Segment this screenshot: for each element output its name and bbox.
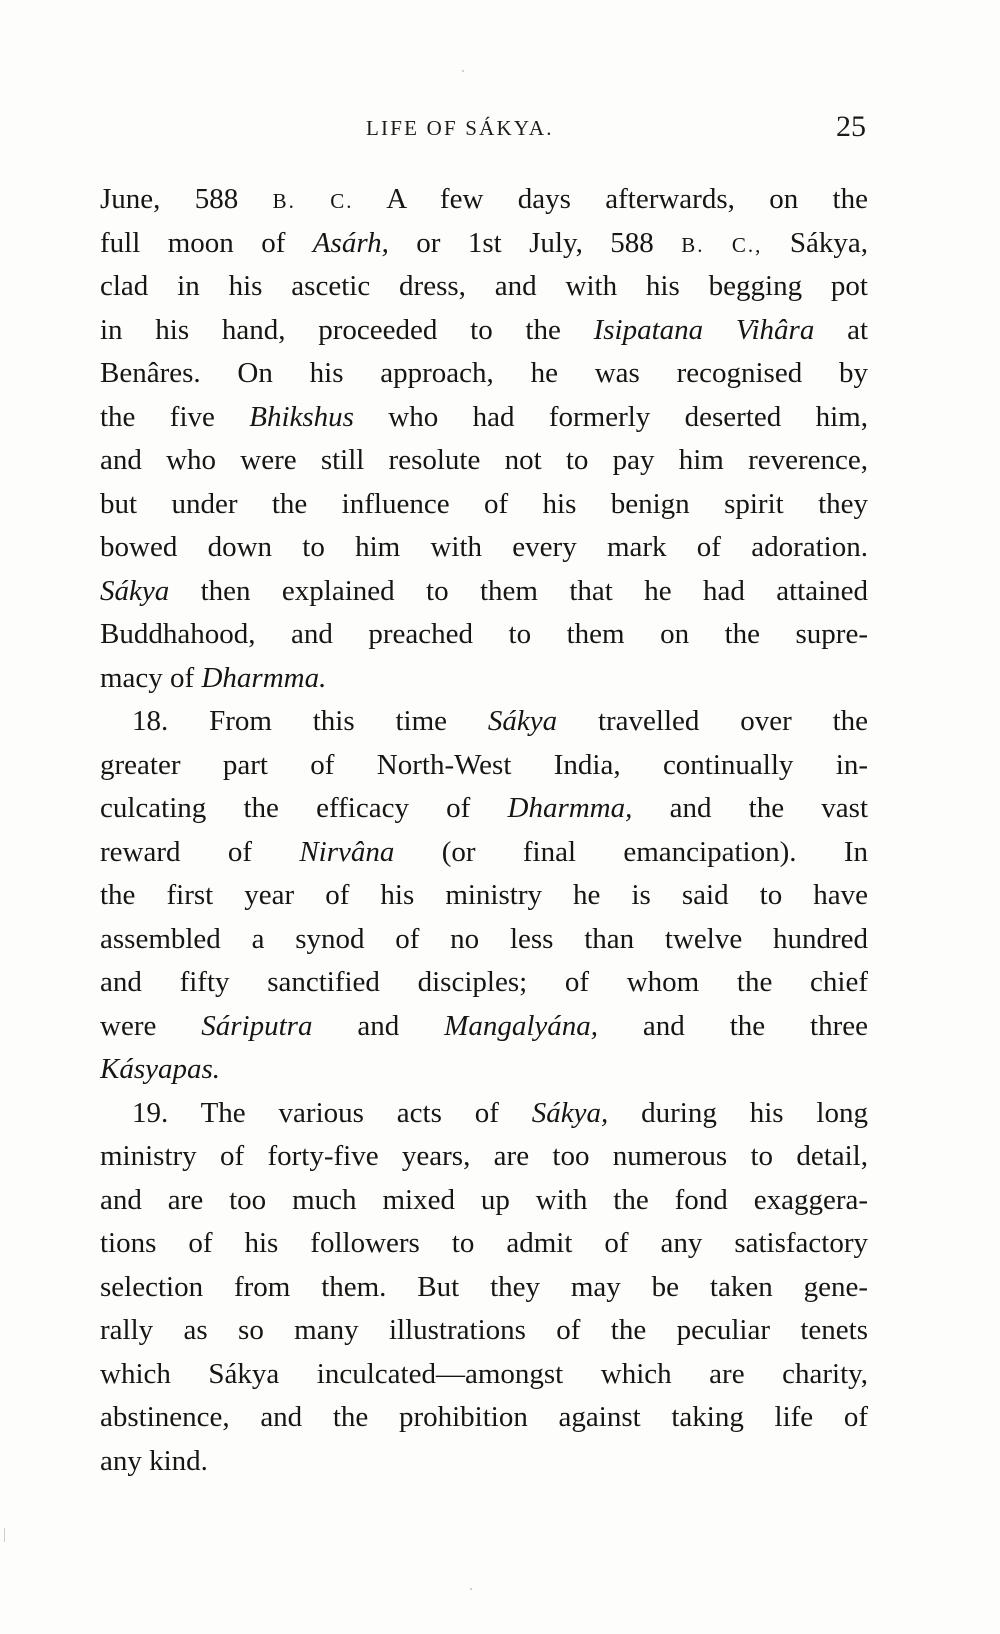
text-line <box>100 831 868 875</box>
text-line <box>100 1135 868 1179</box>
text-segment: during his long <box>608 1096 868 1129</box>
text-segment: which Sákya inculcated—amongst which are charity, <box>100 1357 868 1390</box>
italic-term: Sákya <box>100 574 170 607</box>
text-segment: assembled a synod of no less than twelve hundred <box>100 922 868 955</box>
text-line <box>100 396 868 440</box>
page-number: 25 <box>836 110 866 143</box>
text-line <box>100 570 868 614</box>
text-segment: full moon of <box>100 226 313 259</box>
text-line <box>100 1266 868 1310</box>
scan-speck <box>470 1588 472 1590</box>
text-line <box>100 439 868 483</box>
text-line <box>100 961 868 1005</box>
text-segment: A few days afterwards, on the <box>353 183 868 215</box>
text-line <box>100 352 868 396</box>
italic-term: Asárh, <box>312 226 389 259</box>
scan-speck <box>462 70 464 72</box>
text-segment: (or final emancipation). In <box>394 835 868 868</box>
italic-term: Isipatana Vihâra <box>593 313 815 346</box>
text-segment: but under the influence of his benign spirit they <box>100 487 868 520</box>
text-line <box>100 309 868 353</box>
text-line <box>100 222 868 266</box>
text-segment: then explained to them that he had attained <box>169 574 868 607</box>
italic-term: Sáriputra <box>201 1009 313 1042</box>
text-segment: and fifty sanctified disciples; of whom the chief <box>100 966 868 998</box>
text-segment: in his hand, proceeded to the <box>100 313 594 346</box>
text-segment: selection from them. But they may be taken gene- <box>100 1270 868 1303</box>
text-segment: any kind. <box>100 1444 208 1477</box>
text-line <box>100 787 868 831</box>
text-segment: reward of <box>100 835 300 868</box>
text-line <box>100 1353 868 1397</box>
text-segment: Buddhahood, and preached to them on the supre- <box>100 618 868 650</box>
text-segment: Sákya, <box>762 226 868 259</box>
text-line <box>100 1179 868 1223</box>
italic-term: Nirvâna <box>299 835 395 868</box>
text-line <box>100 265 868 309</box>
text-segment: who had formerly deserted him, <box>353 400 868 433</box>
text-line <box>100 1222 868 1266</box>
text-segment: were <box>100 1009 202 1042</box>
text-segment: or 1st July, 588 <box>388 226 682 259</box>
text-segment: and the three <box>598 1009 868 1042</box>
running-title: LIFE OF SÁKYA. <box>366 116 554 140</box>
text-line <box>100 744 868 788</box>
small-caps-text: B. C., <box>681 232 763 257</box>
italic-term: Dharmma, <box>507 792 633 824</box>
text-line <box>100 1048 868 1092</box>
text-segment: at <box>814 313 868 346</box>
italic-term: Kásyapas. <box>100 1053 221 1085</box>
small-caps-text: B. C. <box>272 189 354 213</box>
text-segment: the five <box>100 400 250 433</box>
text-line <box>100 613 868 657</box>
scan-edge-mark <box>4 1528 5 1542</box>
text-segment: and who were still resolute not to pay him reverence, <box>100 444 868 476</box>
text-segment: macy of <box>100 661 202 694</box>
text-line <box>100 526 868 570</box>
italic-term: Sákya <box>487 705 558 737</box>
text-line <box>100 178 868 222</box>
text-segment: and the vast <box>632 792 868 824</box>
text-line <box>100 1440 868 1484</box>
text-segment: ministry of forty-five years, are too numerous to detail, <box>100 1140 868 1172</box>
text-line <box>100 1005 868 1049</box>
text-segment: bowed down to him with every mark of adoration. <box>100 531 868 563</box>
text-line <box>100 700 868 744</box>
text-line <box>100 1396 868 1440</box>
text-segment: 19. The various acts of <box>132 1096 532 1129</box>
text-segment: tions of his followers to admit of any satisfactory <box>100 1227 868 1259</box>
text-line <box>100 918 868 962</box>
italic-term: Mangalyána, <box>444 1009 598 1042</box>
text-line <box>100 657 868 701</box>
text-segment: travelled over the <box>557 705 868 737</box>
text-segment: Benâres. On his approach, he was recognised by <box>100 357 868 389</box>
text-segment: abstinence, and the prohibition against taking life of <box>100 1401 868 1433</box>
body-text <box>100 178 868 1483</box>
text-segment: clad in his ascetic dress, and with his begging pot <box>100 270 868 302</box>
text-line <box>100 874 868 918</box>
text-segment: June, 588 <box>100 183 273 215</box>
text-line <box>100 483 868 527</box>
text-segment: rally as so many illustrations of the peculiar tenets <box>100 1314 868 1346</box>
text-segment: and are too much mixed up with the fond exaggera- <box>100 1183 868 1216</box>
text-line <box>100 1092 868 1136</box>
text-segment: and <box>312 1009 445 1042</box>
text-segment: greater part of North-West India, continually in- <box>100 748 868 781</box>
text-segment: the first year of his ministry he is said to have <box>100 879 868 911</box>
italic-term: Bhikshus <box>249 400 354 433</box>
text-segment: culcating the efficacy of <box>100 792 508 824</box>
text-line <box>100 1309 868 1353</box>
italic-term: Sákya, <box>531 1096 609 1129</box>
italic-term: Dharmma. <box>201 661 327 694</box>
text-segment: 18. From this time <box>132 705 488 737</box>
